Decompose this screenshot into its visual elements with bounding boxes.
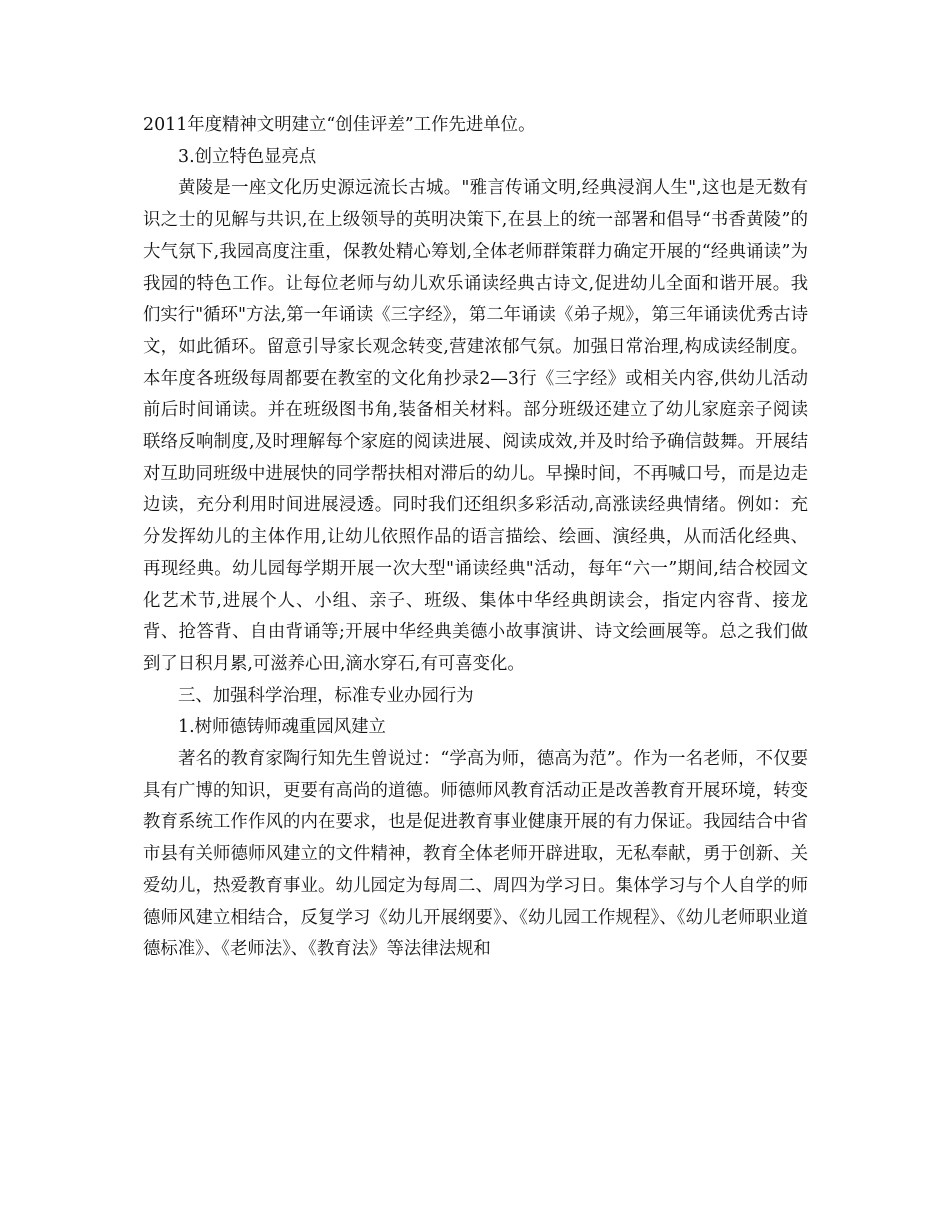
paragraph-teacher-ethics: 著名的教育家陶行知先生曾说过：“学高为师，德高为范”。作为一名老师，不仅要具有广博的知识，更要有高尚的道德。师德师风教育活动正是改善教育开展环境，转变教育系统工作作风的内在要求，也是促进教育事业健康开展的有力保证。我园结合中省市县有关师德师风建立的文件精神，教育全体老师开辟进取，无私奉献，勇于创新、关爱幼儿，热爱教育事业。幼儿园定为每周二、周四为学习日。集体学习与个人自学的师德师风建立相结合，反复学习《幼儿开展纲要》、《幼儿园工作规程》、《幼儿老师职业道德标准》、《老师法》、《教育法》等法律法规和: [143, 749, 808, 960]
section-heading-management: 三、加强科学治理，标准专业办园行为: [178, 685, 474, 706]
subheading-feature-highlight: 3.创立特色显亮点: [178, 146, 317, 167]
document-page: [143, 110, 808, 966]
paragraph-classic-reading: 黄陵是一座文化历史源远流长古城。"雅言传诵文明,经典浸润人生",这也是无数有识之士的见解与共识,在上级领导的英明决策下,在县上的统一部署和倡导“书香黄陵”的大气氛下,我园高度注重，保教处精心筹划,全体老师群策群力确定开展的“经典诵读”为我园的特色工作。让每位老师与幼儿欢乐诵读经典古诗文,促进幼儿全面和谐开展。我们实行"循环"方法,第一年诵读《三字经》，第二年诵读《弟子规》，第三年诵读优秀古诗文，如此循环。留意引导家长观念转变,营建浓郁气氛。加强日常治理,构成读经制度。本年度各班级每周都要在教室的文化角抄录2—3行《三字经》或相关内容,供幼儿活动前后时间诵读。并在班级图书角,装备相关材料。部分班级还建立了幼儿家庭亲子阅读联络反响制度,及时理解每个家庭的阅读进展、阅读成效,并及时给予确信鼓舞。开展结对互助同班级中进展快的同学帮扶相对滞后的幼儿。早操时间，不再喊口号，而是边走边读，充分利用时间进展浸透。同时我们还组织多彩活动,高涨读经典情绪。例如：充分发挥幼儿的主体作用,让幼儿依照作品的语言描绘、绘画、演经典，从而活化经典、再现经典。幼儿园每学期开展一次大型"诵读经典"活动，每年“六一”期间,结合校园文化艺术节,进展个人、小组、亲子、班级、集体中华经典朗读会，指定内容背、接龙背、抢答背、自由背诵等;开展中华经典美德小故事演讲、诗文绘画展等。总之我们做到了日积月累,可滋养心田,滴水穿石,有可喜变化。: [143, 178, 808, 674]
paragraph-continued-text: 2011年度精神文明建立“创佳评差”工作先进单位。: [143, 115, 536, 135]
subheading-teacher-ethics: 1.树师德铸师魂重园风建立: [178, 717, 386, 738]
